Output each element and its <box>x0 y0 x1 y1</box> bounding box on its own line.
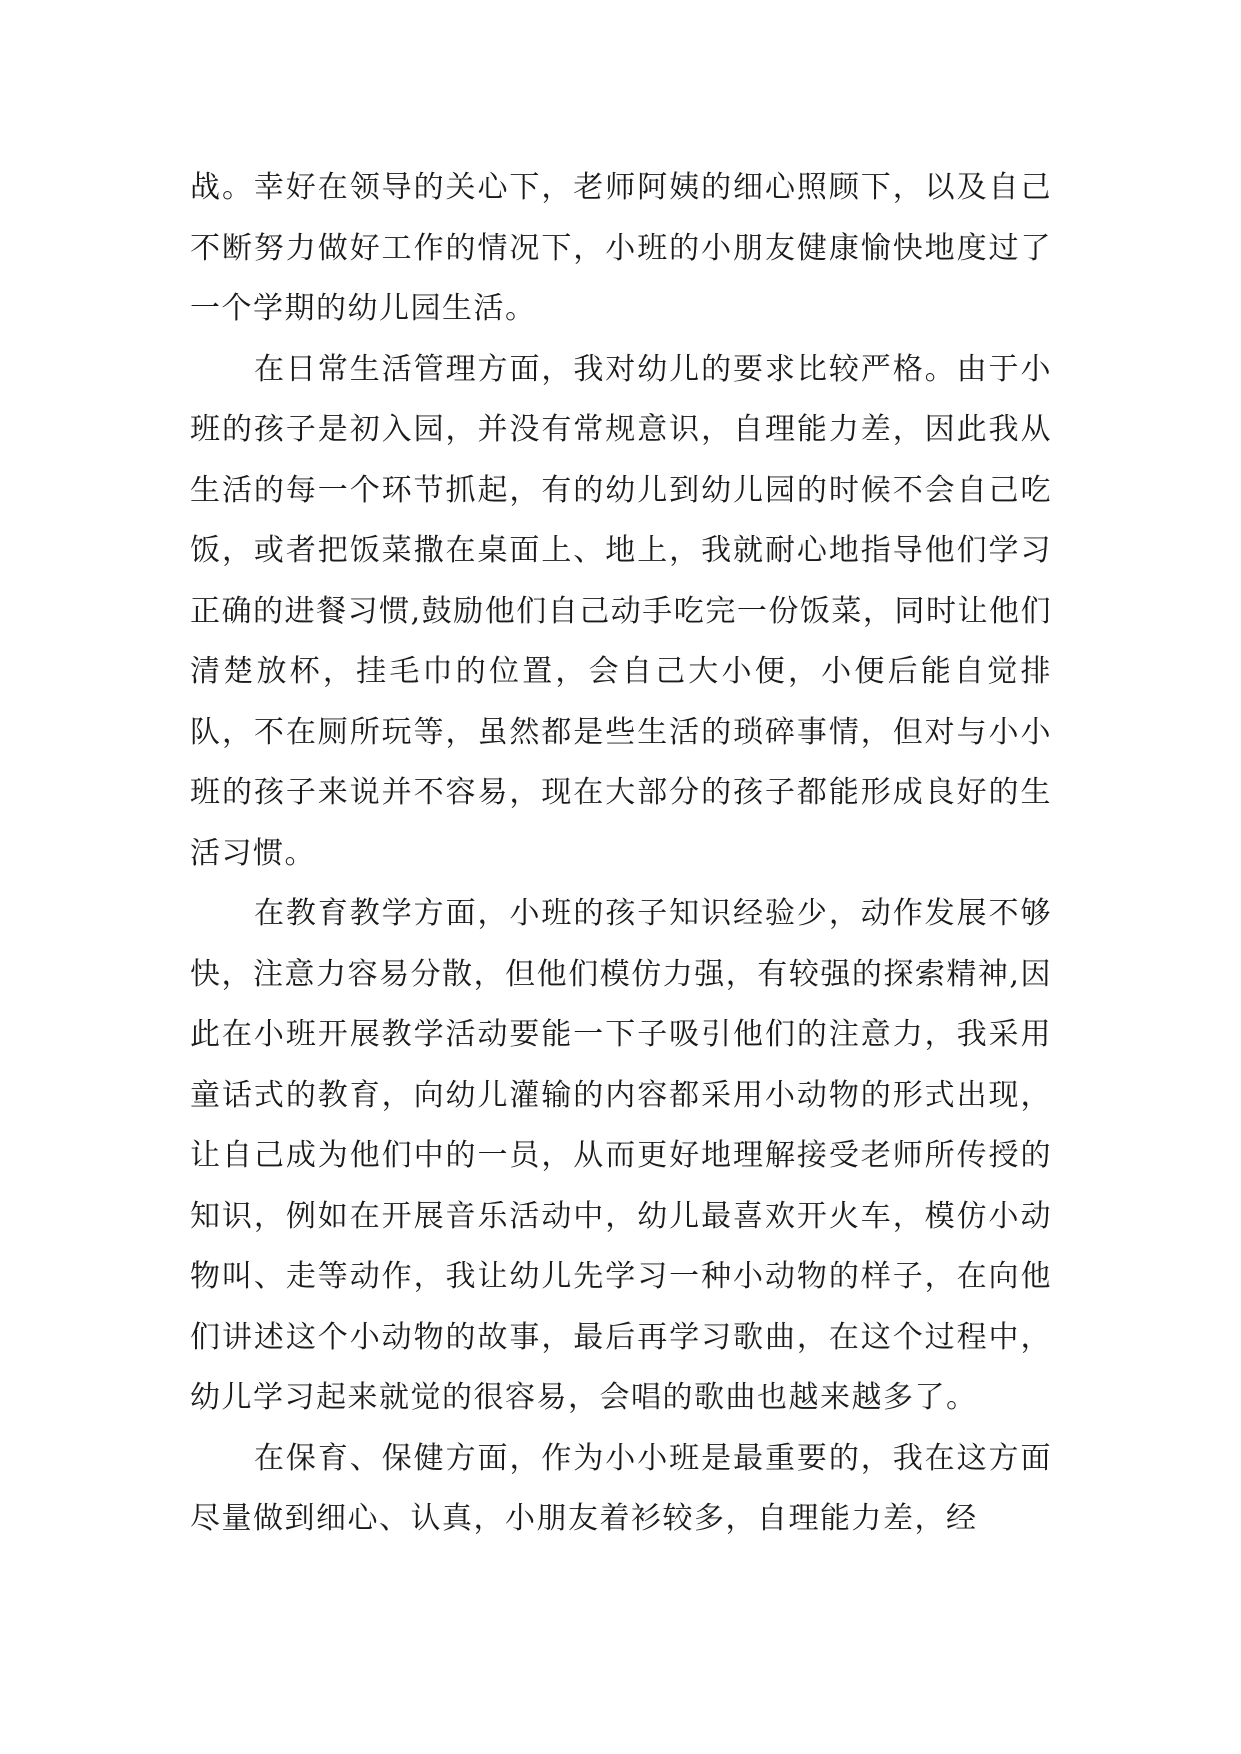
paragraph-4: 在保育、保健方面，作为小小班是最重要的，我在这方面尽量做到细心、认真，小朋友着衫较多，自理能力差，经 <box>190 1440 1052 1536</box>
document-body <box>190 158 1052 1550</box>
paragraph-3: 在教育教学方面，小班的孩子知识经验少，动作发展不够快，注意力容易分散，但他们模仿力强，有较强的探索精神,因此在小班开展教学活动要能一下子吸引他们的注意力，我采用童话式的教育，向幼儿灌输的内容都采用小动物的形式出现，让自己成为他们中的一员，从而更好地理解接受老师所传授的知识，例如在开展音乐活动中，幼儿最喜欢开火车，模仿小动物叫、走等动作，我让幼儿先学习一种小动物的样子，在向他们讲述这个小动物的故事，最后再学习歌曲，在这个过程中，幼儿学习起来就觉的很容易，会唱的歌曲也越来越多了。 <box>190 896 1052 1415</box>
paragraph-2: 在日常生活管理方面，我对幼儿的要求比较严格。由于小班的孩子是初入园，并没有常规意识，自理能力差，因此我从生活的每一个环节抓起，有的幼儿到幼儿园的时候不会自己吃饭，或者把饭菜撒在桌面上、地上，我就耐心地指导他们学习正确的进餐习惯,鼓励他们自己动手吃完一份饭菜，同时让他们清楚放杯，挂毛巾的位置，会自己大小便，小便后能自觉排队，不在厕所玩等，虽然都是些生活的琐碎事情，但对与小小班的孩子来说并不容易，现在大部分的孩子都能形成良好的生活习惯。 <box>190 351 1052 871</box>
paragraph-1: 战。幸好在领导的关心下，老师阿姨的细心照顾下，以及自己不断努力做好工作的情况下，小班的小朋友健康愉快地度过了一个学期的幼儿园生活。 <box>190 170 1052 326</box>
